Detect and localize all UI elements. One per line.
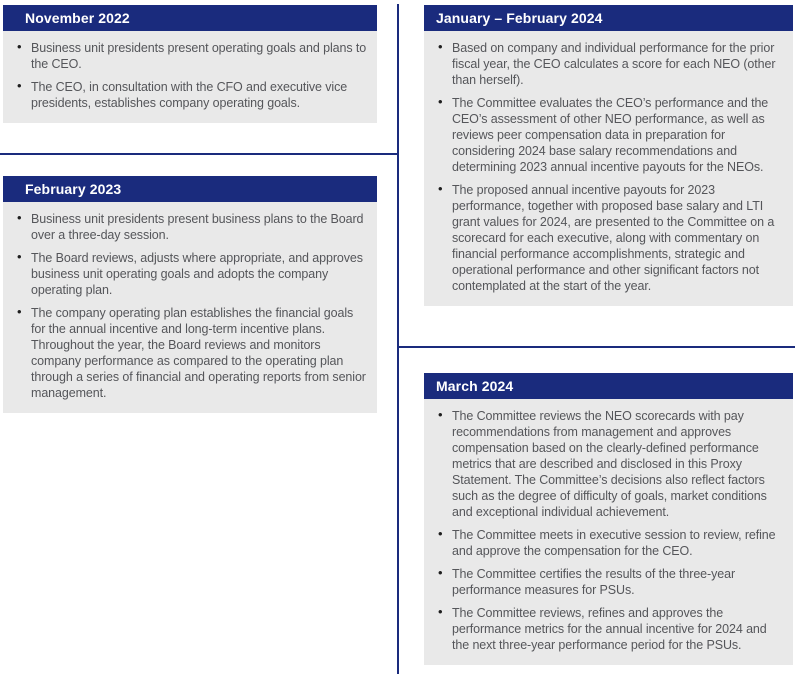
bullet-list-march-2024 xyxy=(437,408,783,653)
panel-header-november-2022 xyxy=(3,5,377,31)
bullet-item: • The Committee certifies the results of the three-year performance measures for PSUs. xyxy=(437,566,783,598)
panel-february-2023 xyxy=(3,176,377,413)
bullet-item: • The company operating plan establishes the financial goals for the annual incentive and long-term incentive plans. Throughout the year, the Board reviews and monitors company performance as compared to the operating plan through a series of financial and operating reports from senior management. xyxy=(16,305,367,401)
panel-title-march-2024: March 2024 xyxy=(436,378,514,394)
bullet-item: • The Committee reviews the NEO scorecards with pay recommendations from management and approves compensation based on the clearly-defined performance metrics that are described and disclosed in this Proxy Statement. The Committee’s decisions also reflect factors such as the degree of difficulty of goals, market conditions and exceptional individual achievement. xyxy=(437,408,783,520)
panel-header-february-2023 xyxy=(3,176,377,202)
panel-body-november-2022 xyxy=(3,31,377,123)
bullet-item: • Business unit presidents present business plans to the Board over a three-day session. xyxy=(16,211,367,243)
panel-march-2024 xyxy=(424,373,793,665)
divider-vertical xyxy=(397,4,399,674)
bullet-item: • The Committee meets in executive session to review, refine and approve the compensation for the CEO. xyxy=(437,527,783,559)
panel-january-february-2024 xyxy=(424,5,793,306)
bullet-item: • Business unit presidents present operating goals and plans to the CEO. xyxy=(16,40,367,72)
panel-title-november-2022: November 2022 xyxy=(25,10,130,26)
panel-november-2022 xyxy=(3,5,377,123)
panel-title-january-february-2024: January – February 2024 xyxy=(436,10,603,26)
panel-header-january-february-2024 xyxy=(424,5,793,31)
panel-title-february-2023: February 2023 xyxy=(25,181,122,197)
bullet-item: • The CEO, in consultation with the CFO and executive vice presidents, establishes company operating goals. xyxy=(16,79,367,111)
panel-body-january-february-2024 xyxy=(424,31,793,306)
bullet-item: • The Committee reviews, refines and approves the performance metrics for the annual incentive for 2024 and the next three-year performance period for the PSUs. xyxy=(437,605,783,653)
bullet-list-january-february-2024 xyxy=(437,40,783,294)
bullet-item: • The Committee evaluates the CEO’s performance and the CEO’s assessment of other NEO performance, as well as reviews peer compensation data in preparation for considering 2024 base salary recommendations and determining 2023 annual incentive payouts for the NEOs. xyxy=(437,95,783,175)
bullet-item: • The Board reviews, adjusts where appropriate, and approves business unit operating goals and adopts the company operating plan. xyxy=(16,250,367,298)
panel-header-march-2024 xyxy=(424,373,793,399)
divider-left-horizontal xyxy=(0,153,398,155)
bullet-list-november-2022 xyxy=(16,40,367,111)
bullet-item: • The proposed annual incentive payouts for 2023 performance, together with proposed base salary and LTI grant values for 2024, are presented to the Committee on a scorecard for each executive, along with commentary on financial performance accomplishments, strategic and operational performance and other significant factors not contemplated at the start of the year. xyxy=(437,182,783,294)
bullet-list-february-2023 xyxy=(16,211,367,401)
bullet-item: • Based on company and individual performance for the prior fiscal year, the CEO calculates a score for each NEO (other than herself). xyxy=(437,40,783,88)
divider-right-horizontal xyxy=(397,346,795,348)
panel-body-february-2023 xyxy=(3,202,377,413)
panel-body-march-2024 xyxy=(424,399,793,665)
